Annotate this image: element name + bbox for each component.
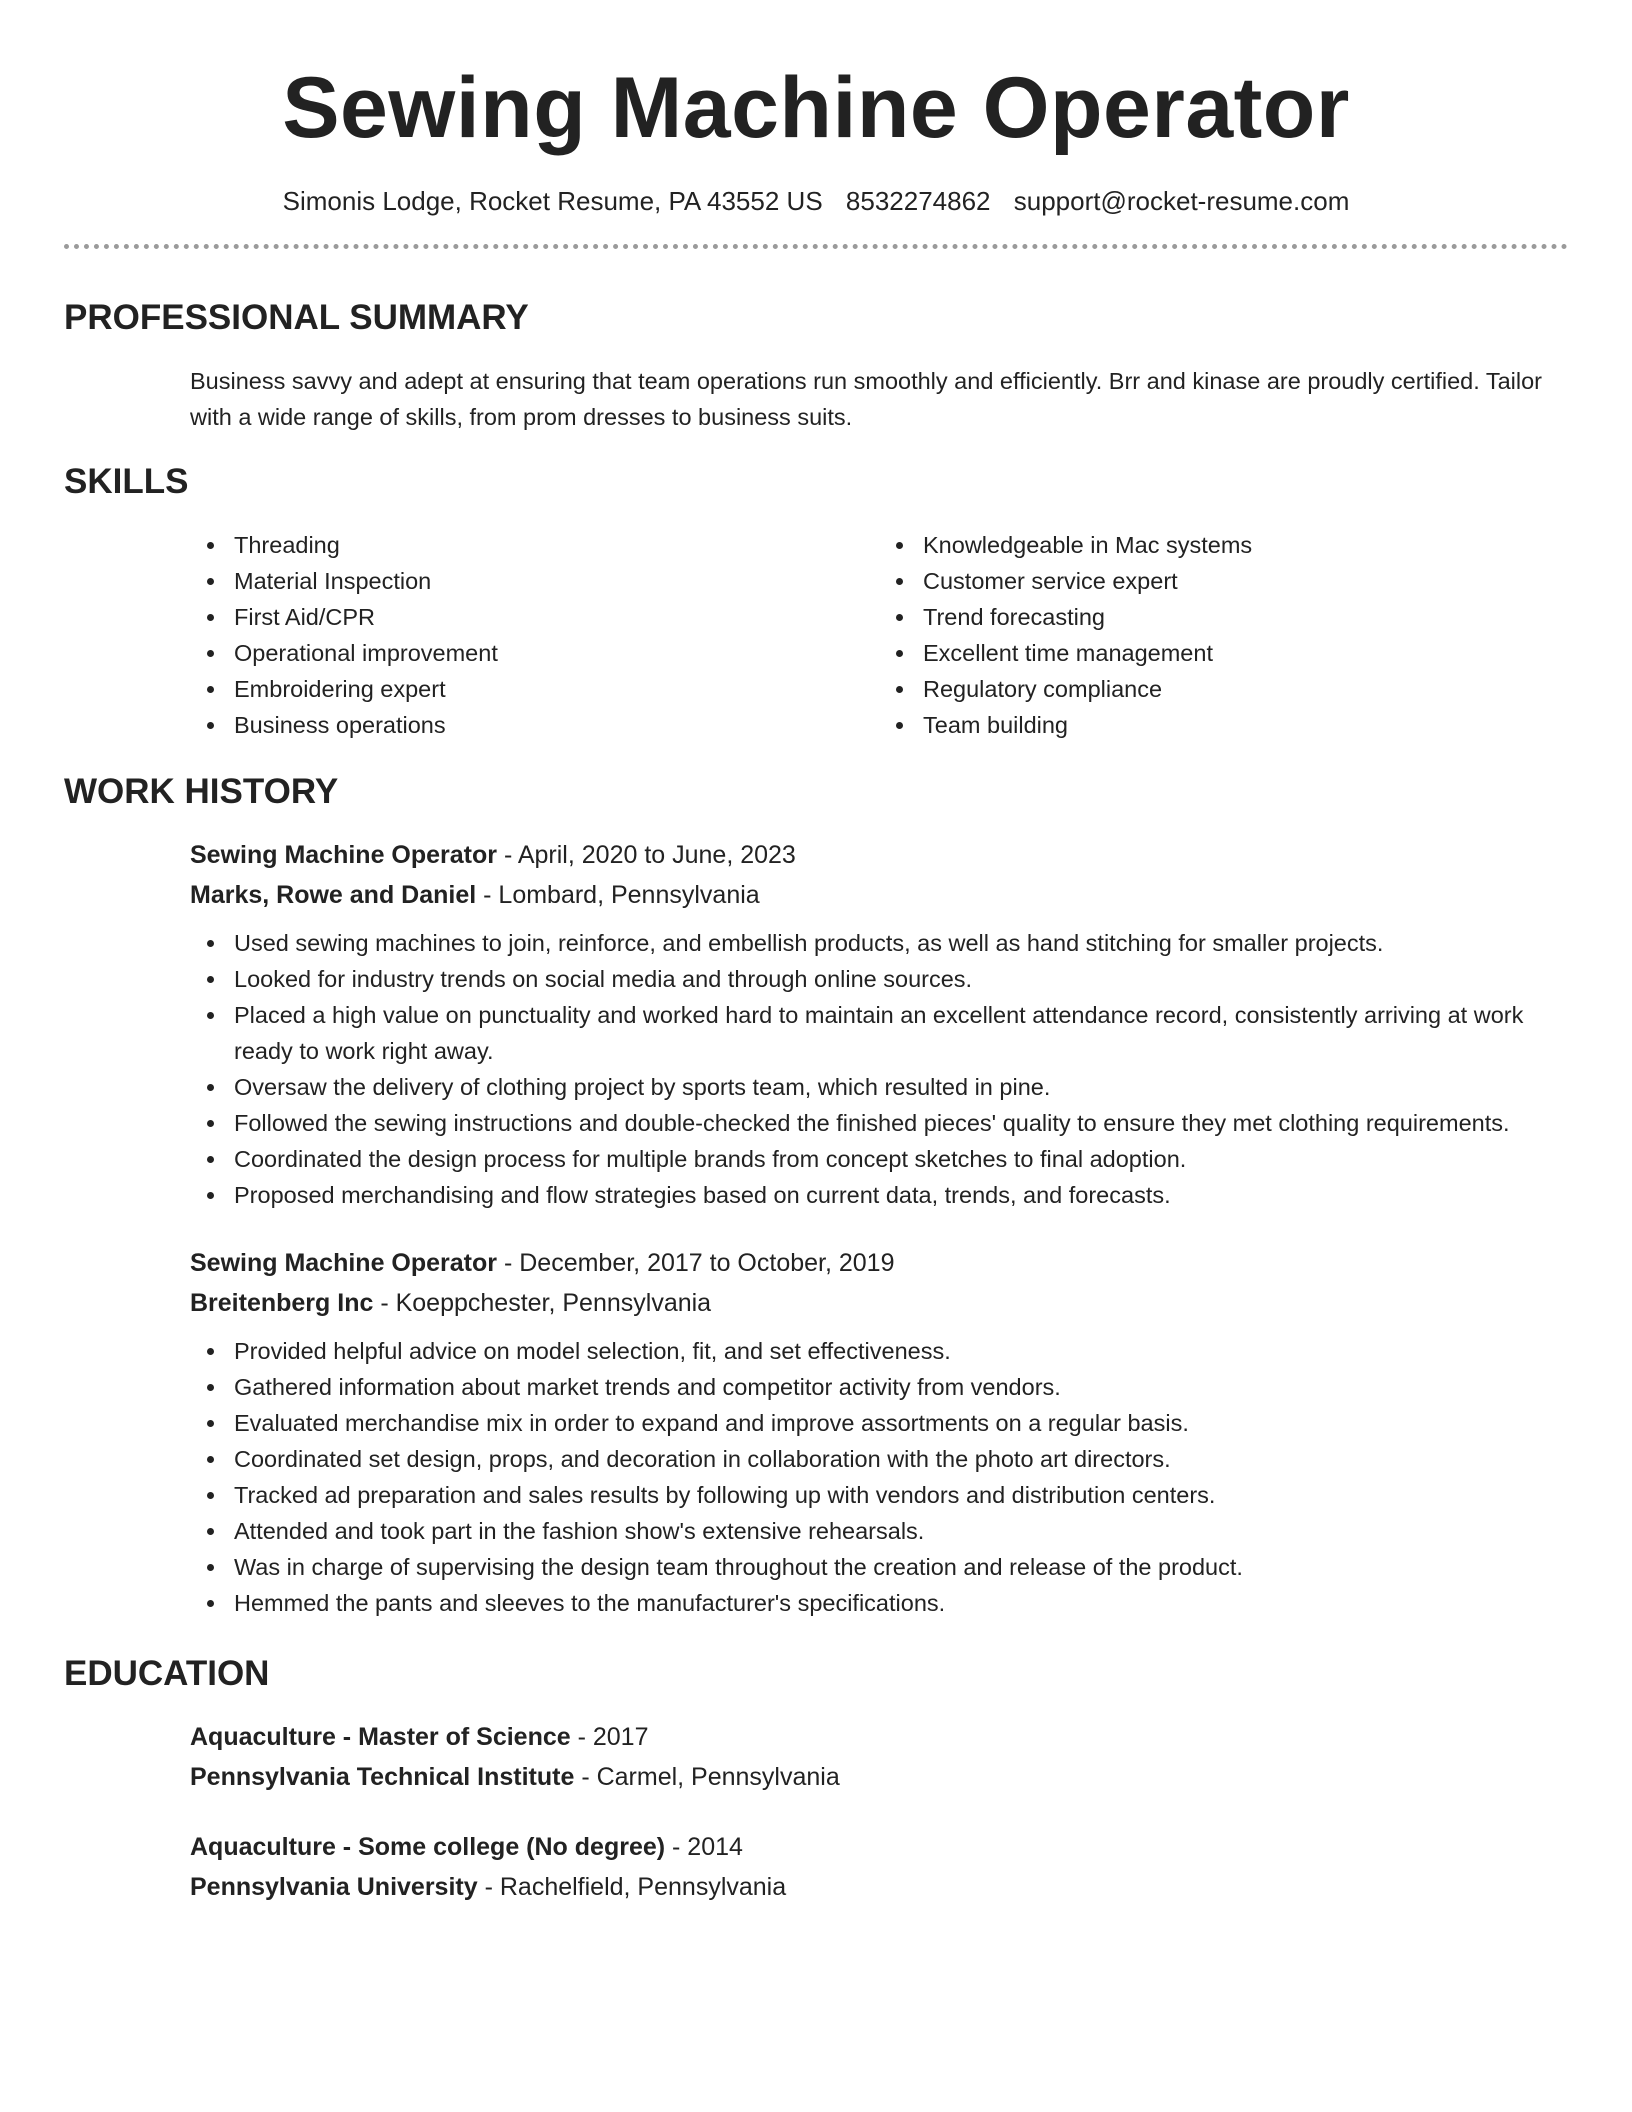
job-role: Sewing Machine Operator [190,841,498,869]
duty-item: Followed the sewing instructions and double-checked the finished pieces' quality to ensure they met clothing requirements. [234,1105,1568,1141]
job-dates: - December, 2017 to October, 2019 [497,1249,895,1277]
job-company: Breitenberg Inc [190,1289,374,1317]
job-entry [64,1243,1568,1621]
school-line [190,1867,1568,1907]
degree-year: - 2017 [570,1723,649,1751]
work-history-section [0,769,1632,1621]
job-duties [190,925,1568,1213]
duty-item: Hemmed the pants and sleeves to the manufacturer's specifications. [234,1585,1568,1621]
duty-item: Coordinated set design, props, and decoration in collaboration with the photo art directors. [234,1441,1568,1477]
skill-item: Customer service expert [923,563,1568,599]
skills-column-right [879,527,1568,743]
duty-item: Proposed merchandising and flow strategies based on current data, trends, and forecasts. [234,1177,1568,1213]
duty-item: Oversaw the delivery of clothing project by sports team, which resulted in pine. [234,1069,1568,1105]
duty-item: Coordinated the design process for multiple brands from concept sketches to final adoption. [234,1141,1568,1177]
work-history-title: WORK HISTORY [64,772,339,811]
school-line [190,1757,1568,1797]
duty-item: Looked for industry trends on social media and through online sources. [234,961,1568,997]
skills-column-left [190,527,879,743]
contact-address: Simonis Lodge, Rocket Resume, PA 43552 US [282,186,823,216]
school-name: Pennsylvania University [190,1873,478,1901]
duty-item: Attended and took part in the fashion show's extensive rehearsals. [234,1513,1568,1549]
contact-line [0,184,1632,218]
duty-item: Placed a high value on punctuality and worked hard to maintain an excellent attendance record, consistently arriving at work ready to work right away. [234,997,1568,1069]
duty-item: Evaluated merchandise mix in order to expand and improve assortments on a regular basis. [234,1405,1568,1441]
degree-line [190,1827,1568,1867]
skills-section [0,459,1632,743]
skill-item: Business operations [234,707,879,743]
skills-list [64,527,1568,743]
school-location: - Rachelfield, Pennsylvania [477,1873,787,1901]
degree-name: Aquaculture - Master of Science [190,1723,571,1751]
summary-section [0,295,1632,435]
job-entry [64,835,1568,1213]
duty-item: Tracked ad preparation and sales results by following up with vendors and distribution centers. [234,1477,1568,1513]
header-divider [64,244,1568,249]
duty-item: Used sewing machines to join, reinforce, and embellish products, as well as hand stitching for smaller projects. [234,925,1568,961]
skill-item: Material Inspection [234,563,879,599]
job-dates: - April, 2020 to June, 2023 [497,841,796,869]
school-name: Pennsylvania Technical Institute [190,1763,575,1791]
skills-title: SKILLS [64,462,189,501]
job-title-line [190,1243,1568,1283]
degree-line [190,1717,1568,1757]
job-title-line [190,835,1568,875]
skill-item: Regulatory compliance [923,671,1568,707]
duty-item: Gathered information about market trends and competitor activity from vendors. [234,1369,1568,1405]
contact-email: support@rocket-resume.com [1013,186,1350,216]
job-role: Sewing Machine Operator [190,1249,498,1277]
education-section [0,1651,1632,1907]
skill-item: First Aid/CPR [234,599,879,635]
skill-item: Operational improvement [234,635,879,671]
summary-text: Business savvy and adept at ensuring that team operations run smoothly and efficiently. Brr and kinase are proudly certified. Tailor with a wide range of skills, from prom dresses to business suits. [190,368,1542,430]
candidate-name: Sewing Machine Operator [282,60,1350,156]
school-location: - Carmel, Pennsylvania [574,1763,840,1791]
job-location: - Koeppchester, Pennsylvania [373,1289,712,1317]
summary-title: PROFESSIONAL SUMMARY [64,298,529,337]
skill-item: Trend forecasting [923,599,1568,635]
contact-phone: 8532274862 [845,186,991,216]
education-entry [64,1717,1568,1797]
skill-item: Knowledgeable in Mac systems [923,527,1568,563]
job-company-line [190,875,1568,915]
degree-name: Aquaculture - Some college (No degree) [190,1833,666,1861]
job-duties [190,1333,1568,1621]
skill-item: Team building [923,707,1568,743]
skill-item: Embroidering expert [234,671,879,707]
skill-item: Threading [234,527,879,563]
duty-item: Was in charge of supervising the design team throughout the creation and release of the product. [234,1549,1568,1585]
degree-year: - 2014 [665,1833,743,1861]
job-company-line [190,1283,1568,1323]
duty-item: Provided helpful advice on model selection, fit, and set effectiveness. [234,1333,1568,1369]
job-company: Marks, Rowe and Daniel [190,881,477,909]
skill-item: Excellent time management [923,635,1568,671]
education-title: EDUCATION [64,1654,270,1693]
job-location: - Lombard, Pennsylvania [476,881,760,909]
education-entry [64,1827,1568,1907]
